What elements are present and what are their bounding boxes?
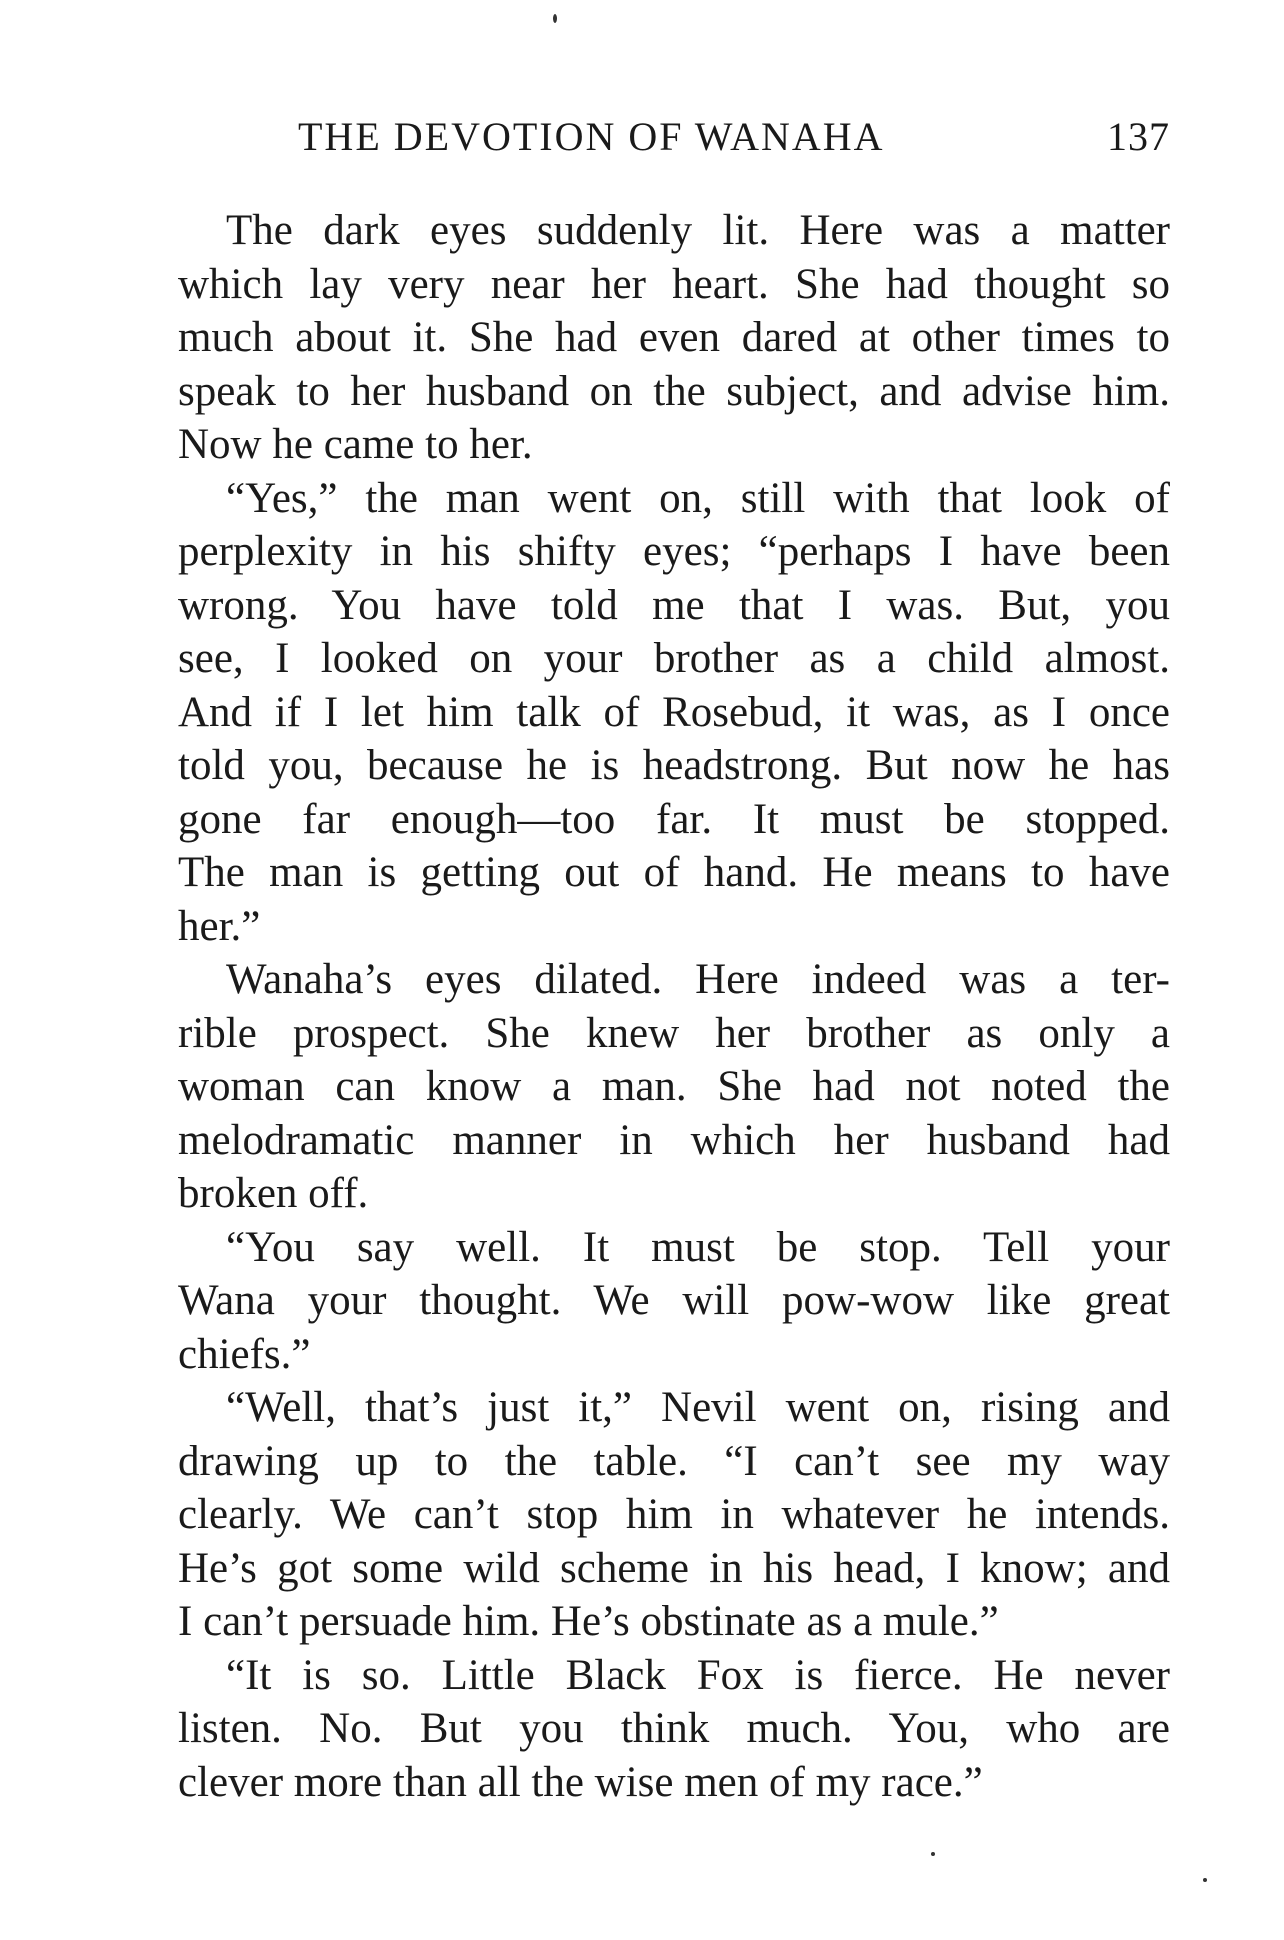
text-line: “It is so. Little Black Fox is fierce. He never bbox=[226, 1651, 1170, 1699]
text-line: melodramatic manner in which her husband had bbox=[178, 1116, 1170, 1164]
text-line: see, I looked on your brother as a child almost. bbox=[178, 635, 1170, 682]
text-line: The dark eyes suddenly lit. Here was a matter bbox=[226, 207, 1170, 254]
text-line: Wanaha’s eyes dilated. Here indeed was a ter- bbox=[226, 956, 1170, 1003]
chapter-title: THE DEVOTION OF WANAHA bbox=[298, 114, 885, 159]
running-head bbox=[130, 112, 1170, 162]
print-speck bbox=[553, 14, 557, 23]
text-line: Now he came to her. bbox=[178, 421, 533, 468]
text-line: I can’t persuade him. He’s obstinate as a mule.” bbox=[178, 1598, 999, 1645]
text-line: drawing up to the table. “I can’t see my way bbox=[178, 1437, 1170, 1485]
text-line: broken off. bbox=[178, 1170, 369, 1217]
print-speck bbox=[1203, 1878, 1207, 1882]
text-line: clever more than all the wise men of my race.” bbox=[178, 1758, 983, 1806]
text-line: speak to her husband on the subject, and advise him. bbox=[178, 367, 1170, 415]
text-line: “Well, that’s just it,” Nevil went on, rising and bbox=[226, 1384, 1170, 1431]
text-line: told you, because he is headstrong. But now he has bbox=[178, 742, 1170, 789]
page-number: 137 bbox=[1107, 114, 1170, 159]
text-line: And if I let him talk of Rosebud, it was, as I once bbox=[178, 688, 1170, 736]
text-line: listen. No. But you think much. You, who are bbox=[178, 1705, 1170, 1752]
text-line: clearly. We can’t stop him in whatever he intends. bbox=[178, 1491, 1170, 1538]
print-speck bbox=[931, 1852, 935, 1856]
text-line: which lay very near her heart. She had thought so bbox=[178, 260, 1170, 308]
text-line: “You say well. It must be stop. Tell your bbox=[226, 1223, 1170, 1271]
book-page bbox=[130, 0, 1170, 1940]
paragraph-2 bbox=[130, 472, 1170, 954]
text-line: “Yes,” the man went on, still with that look of bbox=[226, 474, 1170, 522]
paragraph-5 bbox=[130, 1381, 1170, 1649]
text-line: wrong. You have told me that I was. But, you bbox=[178, 581, 1170, 629]
text-line: her.” bbox=[178, 902, 261, 950]
paragraph-6 bbox=[130, 1649, 1170, 1810]
text-line: gone far enough—too far. It must be stopped. bbox=[178, 795, 1170, 843]
text-line: rible prospect. She knew her brother as only a bbox=[178, 1009, 1170, 1057]
paragraph-3 bbox=[130, 953, 1170, 1221]
text-line: chiefs.” bbox=[178, 1330, 311, 1378]
body-text bbox=[130, 204, 1170, 1809]
text-line: The man is getting out of hand. He means to have bbox=[178, 849, 1170, 896]
text-line: perplexity in his shifty eyes; “perhaps I have been bbox=[178, 528, 1170, 575]
text-line: Wana your thought. We will pow-wow like great bbox=[178, 1277, 1170, 1324]
text-line: woman can know a man. She had not noted the bbox=[178, 1063, 1170, 1110]
text-line: He’s got some wild scheme in his head, I know; and bbox=[178, 1544, 1170, 1592]
paragraph-1 bbox=[130, 204, 1170, 472]
paragraph-4 bbox=[130, 1221, 1170, 1382]
text-line: much about it. She had even dared at other times to bbox=[178, 314, 1170, 361]
